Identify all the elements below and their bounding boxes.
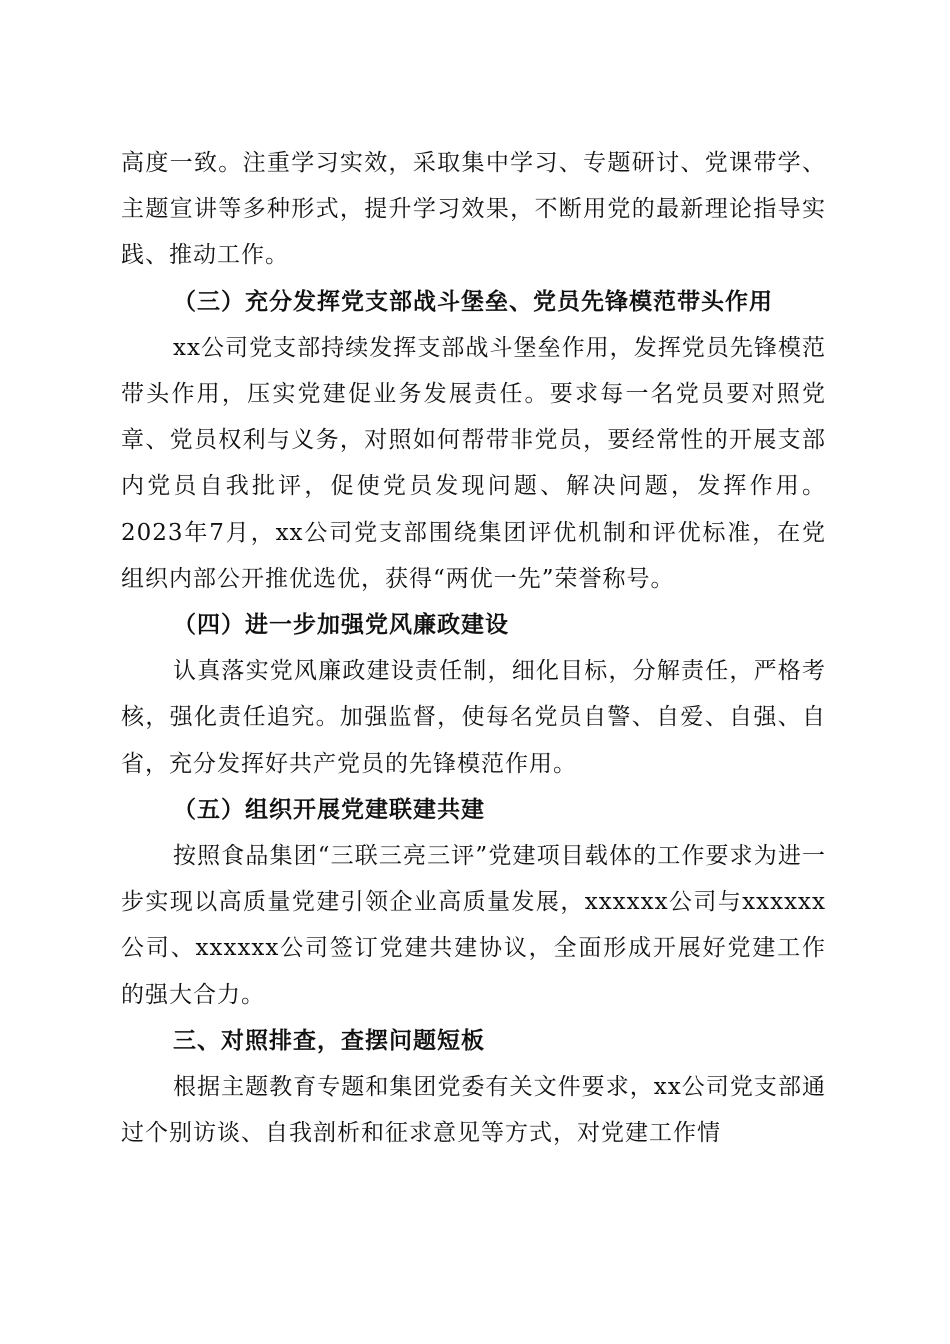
paragraph-joint-building: 按照食品集团“三联三亮三评”党建项目载体的工作要求为进一步实现以高质量党建引领企业高质量发展，xxxxxx公司与xxxxxx公司、xxxxxx公司签订党建共建协议，全面形成开展好党建工作的强大合力。 <box>121 843 826 1008</box>
subheading-three: （三）充分发挥党支部战斗堡垒、党员先锋模范带头作用 <box>173 288 773 315</box>
document-body <box>121 140 826 1156</box>
paragraph-problem-review: 根据主题教育专题和集团党委有关文件要求，xx公司党支部通过个别访谈、自我剖析和征求意见等方式，对党建工作情 <box>121 1074 826 1147</box>
paragraph-branch-role: xx公司党支部持续发挥支部战斗堡垒作用，发挥党员先锋模范带头作用，压实党建促业务发展责任。要求每一名党员要对照党章、党员权利与义务，对照如何帮带非党员，要经常性的开展支部内党员自我批评，促使党员发现问题、解决问题，发挥作用。2023年7月，xx公司党支部围绕集团评优机制和评优标准，在党组织内部公开推优选优，获得“两优一先”荣誉称号。 <box>121 334 826 592</box>
subheading-four: （四）进一步加强党风廉政建设 <box>173 612 509 639</box>
subheading-five: （五）组织开展党建联建共建 <box>173 796 485 823</box>
paragraph-continuation: 高度一致。注重学习实效，采取集中学习、专题研讨、党课带学、主题宣讲等多种形式，提升学习效果，不断用党的最新理论指导实践、推动工作。 <box>121 150 826 269</box>
section-heading-three: 三、对照排查，查摆问题短板 <box>173 1027 485 1054</box>
paragraph-integrity: 认真落实党风廉政建设责任制，细化目标，分解责任，严格考核，强化责任追究。加强监督，使每名党员自警、自爱、自强、自省，充分发挥好共产党员的先锋模范作用。 <box>121 658 826 777</box>
